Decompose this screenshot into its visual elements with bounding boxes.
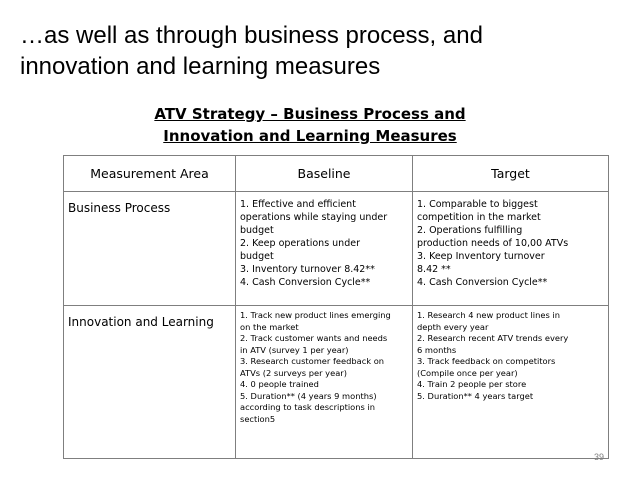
target-line: 1. Comparable to biggest [417, 199, 538, 210]
target-line: 8.42 ** [417, 264, 451, 275]
baseline-line: 1. Track new product lines emerging [240, 310, 391, 320]
slide-title-line-2: innovation and learning measures [20, 53, 381, 80]
baseline-line: in ATV (survey 1 per year) [240, 344, 349, 355]
baseline-line: 4. Cash Conversion Cycle** [240, 277, 371, 288]
target-line: 2. Research recent ATV trends every [417, 333, 569, 343]
baseline-line: budget [240, 251, 274, 262]
target-cell [413, 192, 609, 306]
target-line: depth every year [417, 321, 489, 332]
slide-title-line-1: …as well as through business process, and [20, 22, 483, 49]
table-header-row [64, 156, 609, 192]
baseline-line: 5. Duration** (4 years 9 months) [240, 390, 377, 401]
baseline-cell [236, 306, 413, 459]
baseline-line: 4. 0 people trained [240, 379, 319, 389]
baseline-line: budget [240, 225, 274, 236]
table-heading [130, 103, 490, 147]
target-line: 3. Keep Inventory turnover [417, 251, 545, 262]
area-cell: Business Process [64, 192, 236, 306]
table-heading-line-1: ATV Strategy – Business Process and [154, 105, 466, 123]
target-cell [413, 306, 609, 459]
baseline-line: section5 [240, 413, 276, 424]
target-line: competition in the market [417, 212, 541, 223]
baseline-line: 3. Inventory turnover 8.42** [240, 264, 375, 275]
measures-table [63, 155, 609, 459]
header-baseline: Baseline [236, 156, 413, 192]
target-line: 1. Research 4 new product lines in [417, 310, 560, 320]
table-heading-line-2: Innovation and Learning Measures [163, 127, 457, 145]
baseline-line: on the market [240, 321, 299, 332]
baseline-line: 2. Track customer wants and needs [240, 333, 388, 343]
target-line: 3. Track feedback on competitors [417, 356, 556, 366]
baseline-line: according to task descriptions in [240, 402, 376, 412]
target-line: 4. Train 2 people per store [417, 379, 527, 389]
baseline-line: operations while staying under [240, 212, 388, 223]
baseline-line: ATVs (2 surveys per year) [240, 367, 347, 378]
target-line: production needs of 10,00 ATVs [417, 238, 569, 249]
baseline-cell [236, 192, 413, 306]
slide-title [20, 20, 620, 82]
target-line: 6 months [417, 344, 457, 355]
target-line: 2. Operations fulfilling [417, 225, 523, 236]
header-target: Target [413, 156, 609, 192]
target-line: 4. Cash Conversion Cycle** [417, 277, 548, 288]
table-row [64, 306, 609, 459]
target-line: (Compile once per year) [417, 367, 518, 378]
area-cell: Innovation and Learning [64, 306, 236, 459]
baseline-line: 3. Research customer feedback on [240, 356, 385, 366]
page-number: 39 [593, 452, 604, 462]
baseline-line: 1. Effective and efficient [240, 199, 356, 210]
header-measurement-area: Measurement Area [64, 156, 236, 192]
table-row [64, 192, 609, 306]
target-line: 5. Duration** 4 years target [417, 390, 534, 401]
baseline-line: 2. Keep operations under [240, 238, 360, 249]
